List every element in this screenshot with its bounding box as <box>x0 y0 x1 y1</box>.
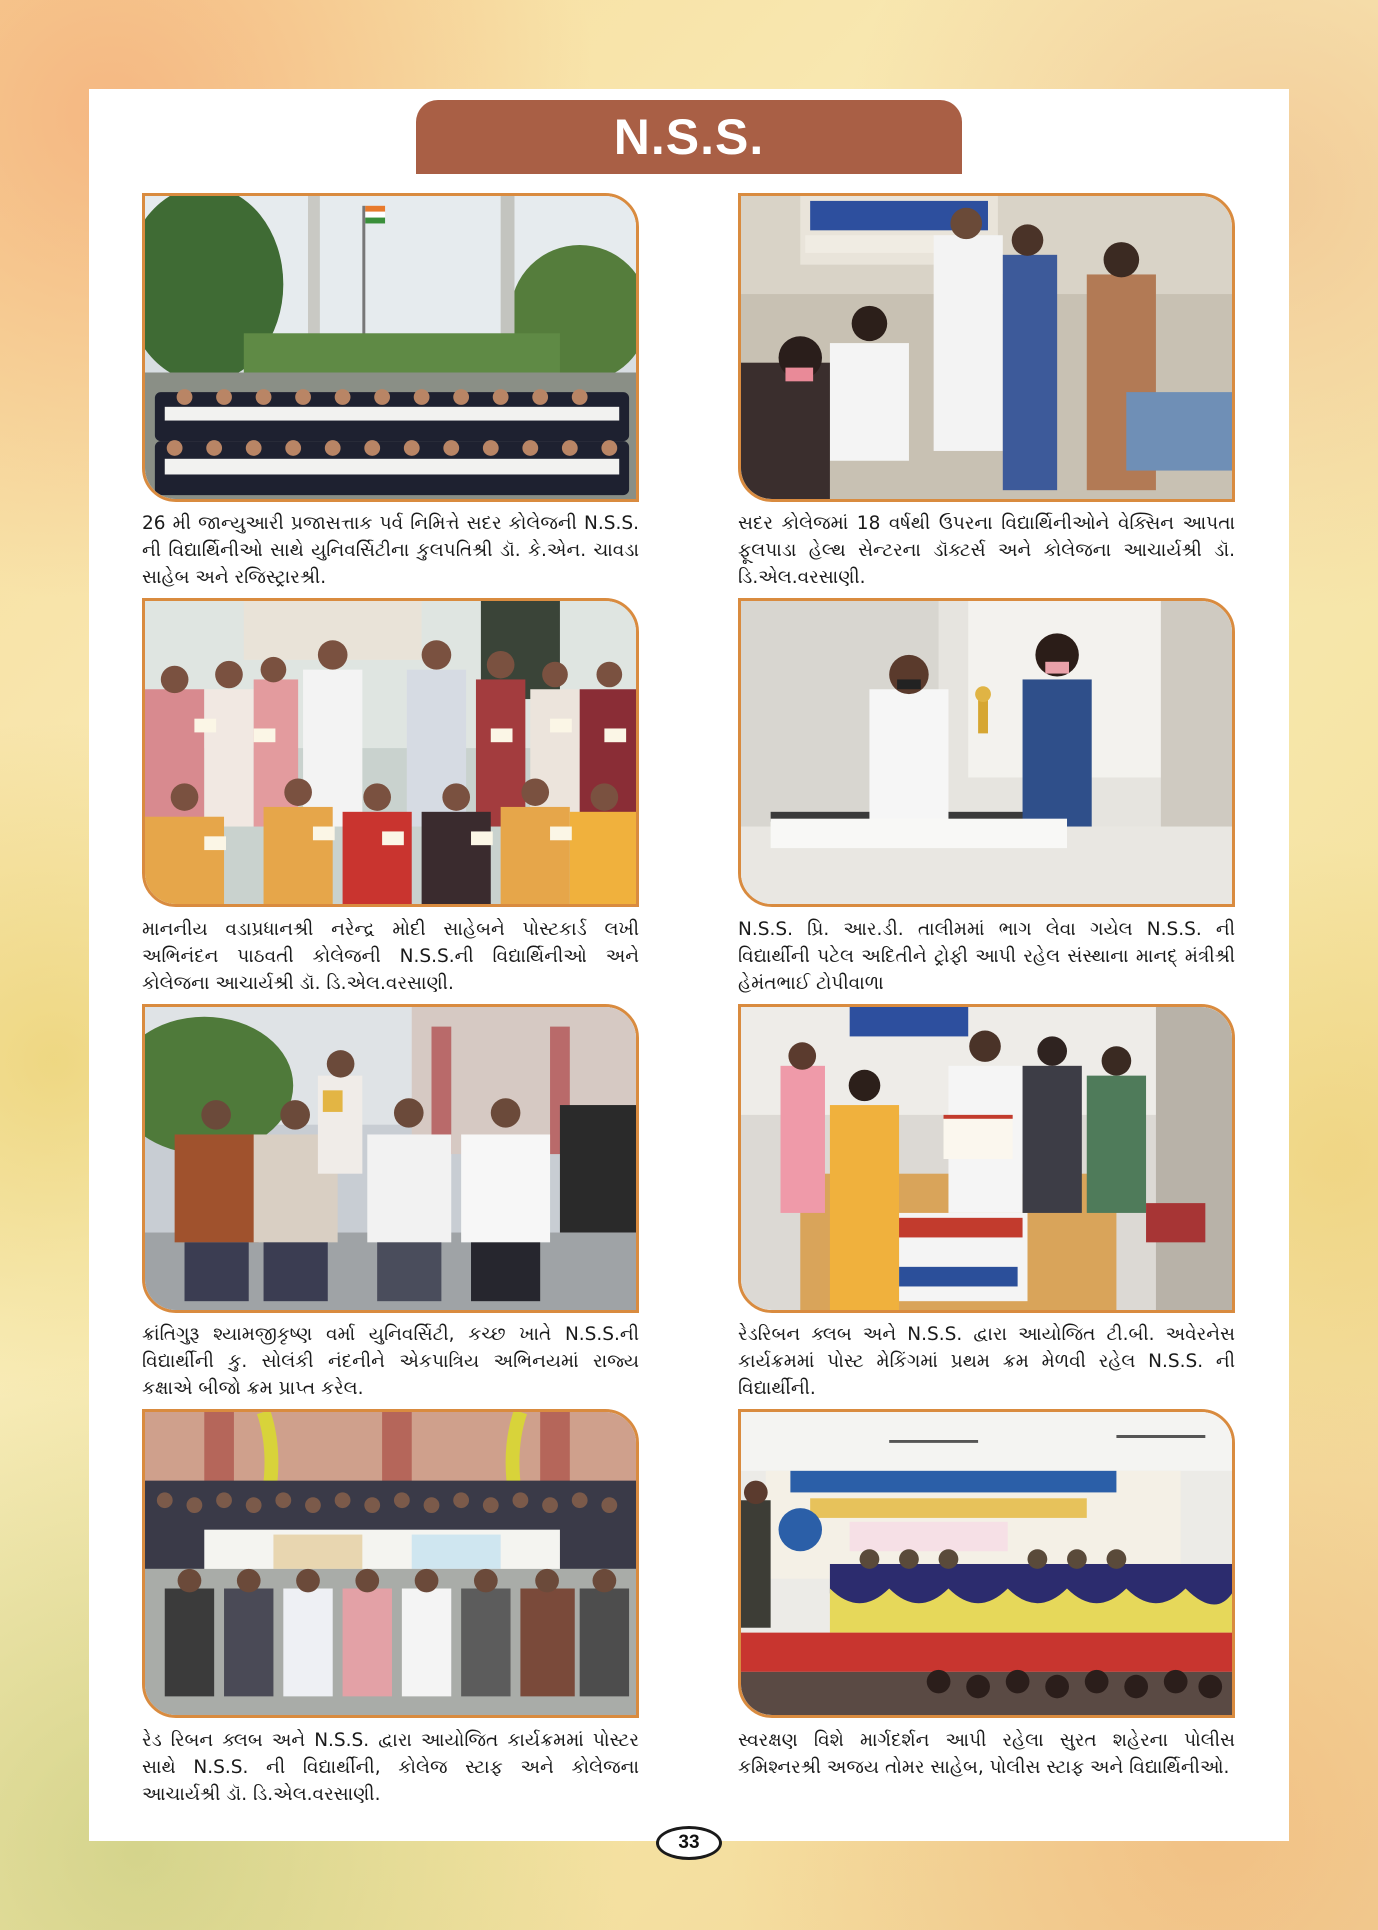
poster-program-group-photo-icon <box>145 1412 636 1715</box>
page-title: N.S.S. <box>416 100 962 174</box>
photo-republic-day-group <box>142 193 639 502</box>
photo-poster-program-group <box>142 1409 639 1718</box>
postcard-students-photo-icon <box>145 601 636 904</box>
photo-vaccination-camp <box>738 193 1235 502</box>
photo-university-award <box>142 1004 639 1313</box>
photo-postcard-students <box>142 598 639 907</box>
photo-caption: રેડ રિબન ક્લબ અને N.S.S. દ્વારા આયોજિત કાર્યક્રમમાં પોસ્ટર સાથે N.S.S. ની વિદ્યાર્થીની, કોલેજ સ્ટાફ અને કોલેજના આચાર્યશ્રી ડૉ. ડિ.એલ.વરસાણી. <box>142 1730 639 1805</box>
trophy-award-photo-icon <box>741 601 1232 904</box>
self-defense-seminar-photo-icon <box>741 1412 1232 1715</box>
photo-self-defense-seminar <box>738 1409 1235 1718</box>
red-ribbon-poster-award-photo-icon <box>741 1007 1232 1310</box>
photo-caption: માનનીય વડાપ્રધાનશ્રી નરેન્દ્ર મોદી સાહેબને પોસ્ટકાર્ડ લખી અભિનંદન પાઠવતી કોલેજની N.S.S.ની વિદ્યાર્થિનીઓ અને કોલેજના આચાર્યશ્રી ડૉ. ડિ.એલ.વરસાણી. <box>142 919 639 994</box>
photo-red-ribbon-award <box>738 1004 1235 1313</box>
photo-caption: ક્રાંતિગુરૂ શ્યામજીકૃષ્ણ વર્મા યુનિવર્સિટી, કચ્છ ખાતે N.S.S.ની વિદ્યાર્થીની કુ. સોલંકી નંદનીને એકપાત્રિય અભિનયમાં રાજ્ય કક્ષાએ બીજો ક્રમ પ્રાપ્ત કરેલ. <box>142 1324 639 1399</box>
photo-caption: સ્વરક્ષણ વિશે માર્ગદર્શન આપી રહેલા સુરત શહેરના પોલીસ કમિશ્નરશ્રી અજય તોમર સાહેબ, પોલીસ સ્ટાફ અને વિદ્યાર્થિનીઓ. <box>738 1730 1235 1778</box>
photo-caption: 26 મી જાન્યુઆરી પ્રજાસત્તાક પર્વ નિમિત્તે સદર કોલેજની N.S.S. ની વિદ્યાર્થિનીઓ સાથે યુનિવર્સિટીના કુલપતિશ્રી ડૉ. કે.એન. ચાવડા સાહેબ અને રજિસ્ટ્રારશ્રી. <box>142 513 639 588</box>
group-photo-flag-hoisting-icon <box>145 196 636 499</box>
vaccination-camp-photo-icon <box>741 196 1232 499</box>
university-award-photo-icon <box>145 1007 636 1310</box>
photo-caption: N.S.S. પ્રિ. આર.ડી. તાલીમમાં ભાગ લેવા ગયેલ N.S.S. ની વિદ્યાર્થીની પટેલ અદિતીને ટ્રોફી આપી રહેલ સંસ્થાના માનદ્ મંત્રીશ્રી હેમંતભાઈ ટોપીવાળા <box>738 919 1235 994</box>
photo-trophy-award <box>738 598 1235 907</box>
photo-caption: રેડરિબન ક્લબ અને N.S.S. દ્વારા આયોજિત ટી.બી. અવેરનેસ કાર્યક્રમમાં પોસ્ટ મેકિંગમાં પ્રથમ ક્રમ મેળવી રહેલ N.S.S. ની વિદ્યાર્થીની. <box>738 1324 1235 1399</box>
photo-caption: સદર કોલેજમાં 18 વર્ષથી ઉપરના વિદ્યાર્થિનીઓને વેક્સિન આપતા ફૂલપાડા હેલ્થ સેન્ટરના ડૉક્ટર્સ અને કોલેજના આચાર્યશ્રી ડૉ. ડિ.એલ.વરસાણી. <box>738 513 1235 588</box>
page-number: 33 <box>656 1826 722 1860</box>
